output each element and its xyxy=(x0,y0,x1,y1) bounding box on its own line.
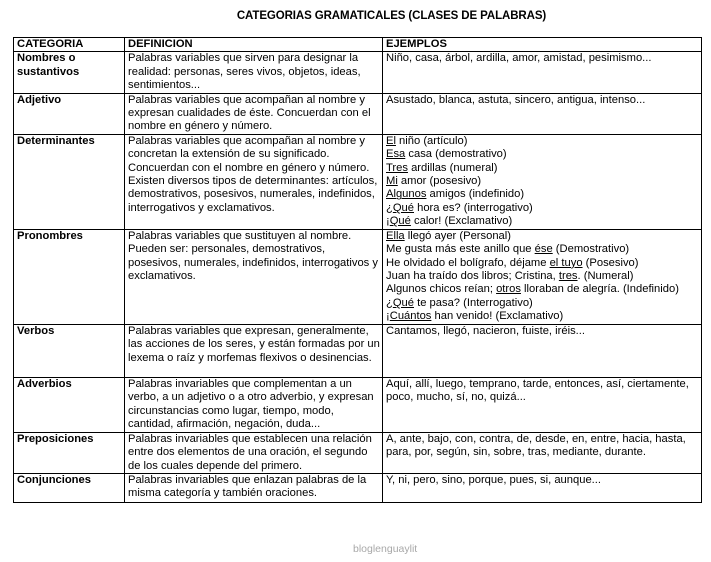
example-line xyxy=(386,433,686,458)
examples-cell xyxy=(383,377,702,432)
example-prefix: ¡ xyxy=(386,215,390,228)
example-highlight: Ella xyxy=(386,229,405,242)
category-cell: Pronombres xyxy=(14,229,125,324)
example-prefix: Algunos chicos reían; xyxy=(386,283,497,296)
example-suffix: te pasa? (Interrogativo) xyxy=(414,296,533,309)
example-prefix: Me gusta más este anillo que xyxy=(386,243,535,256)
definition-extra-text: Existen diversos tipos de determinantes: artículos, demostrativos, posesivos, numerales, indefinidos, interrogativos y exclamativos. xyxy=(128,175,378,214)
table-row xyxy=(14,377,702,432)
example-highlight: el tuyo xyxy=(549,256,583,269)
example-prefix: ¡ xyxy=(386,310,390,323)
category-cell: Conjunciones xyxy=(14,474,125,503)
table-row xyxy=(14,229,702,324)
category-cell: Preposiciones xyxy=(14,432,125,473)
table-row xyxy=(14,93,702,134)
example-suffix: Niño, casa, árbol, ardilla, amor, amistad, pesimismo... xyxy=(386,52,652,65)
watermark: bloglenguaylit xyxy=(353,543,418,555)
category-cell: Adverbios xyxy=(14,377,125,432)
example-highlight: Algunos xyxy=(386,188,427,201)
table-body xyxy=(14,52,702,503)
examples-cell xyxy=(383,93,702,134)
example-suffix: Aquí, allí, luego, temprano, tarde, entonces, así, ciertamente, poco, mucho, sí, no, quizá... xyxy=(386,377,689,404)
table-row xyxy=(14,474,702,503)
example-line xyxy=(386,243,699,256)
example-line xyxy=(386,325,585,337)
example-suffix: (Posesivo) xyxy=(582,256,639,269)
examples-cell xyxy=(383,432,702,473)
example-suffix: calor! (Exclamativo) xyxy=(410,215,513,228)
example-suffix: amigos (indefinido) xyxy=(426,188,525,201)
example-highlight: tres xyxy=(558,270,578,283)
category-cell: Determinantes xyxy=(14,134,125,229)
header-ejemplos: EJEMPLOS xyxy=(383,38,702,52)
definition-cell xyxy=(125,432,383,473)
table-row xyxy=(14,432,702,473)
example-highlight: Mi xyxy=(386,175,398,188)
example-line xyxy=(386,175,699,188)
example-suffix: han venido! (Exclamativo) xyxy=(431,310,564,323)
table-row xyxy=(14,324,702,377)
example-highlight: Qué xyxy=(392,201,414,214)
definition-cell xyxy=(125,377,383,432)
example-highlight: Esa xyxy=(386,148,406,161)
example-suffix: Y, ni, pero, sino, porque, pues, si, aunque... xyxy=(386,474,601,487)
example-highlight: Qué xyxy=(389,215,411,228)
example-line xyxy=(386,283,699,296)
example-suffix: A, ante, bajo, con, contra, de, desde, en, entre, hacia, hasta, para, por, según, sin, sobre, tras, mediante, durante. xyxy=(386,432,686,459)
examples-cell xyxy=(383,474,702,503)
header-categoria: CATEGORIA xyxy=(14,38,125,52)
definition-cell xyxy=(125,324,383,377)
example-highlight: Qué xyxy=(392,296,414,309)
example-prefix: He olvidado el bolígrafo, déjame xyxy=(386,256,550,269)
grammar-categories-table xyxy=(13,37,702,503)
example-line xyxy=(386,202,699,215)
definition-cell xyxy=(125,93,383,134)
example-highlight: Cuántos xyxy=(389,310,432,323)
definition-cell xyxy=(125,229,383,324)
example-line xyxy=(386,188,699,201)
example-line xyxy=(386,474,601,486)
example-line xyxy=(386,215,699,228)
category-cell: Verbos xyxy=(14,324,125,377)
example-line xyxy=(386,148,699,161)
example-line xyxy=(386,310,699,323)
header-definicion: DEFINICION xyxy=(125,38,383,52)
examples-cell xyxy=(383,324,702,377)
example-line xyxy=(386,135,699,148)
table-header-row xyxy=(14,38,702,52)
example-prefix: Juan ha traído dos libros; Cristina, xyxy=(386,270,559,283)
definition-cell xyxy=(125,134,383,229)
example-line xyxy=(386,94,645,106)
example-suffix: llegó ayer (Personal) xyxy=(404,229,511,242)
example-suffix: hora es? (interrogativo) xyxy=(414,201,533,214)
definition-text: Palabras variables que acompañan al nombre y concretan la extensión de su significado. Concuerdan con el nombre en género y número. xyxy=(128,134,370,174)
example-line xyxy=(386,230,699,243)
example-line xyxy=(386,297,699,310)
definition-text: Palabras variables que sustituyen al nombre. Pueden ser: personales, demostrativos, posesivos, numerales, indefinidos, interrogativos y exclamativos. xyxy=(128,229,378,283)
definition-text: Palabras variables que sirven para designar la realidad: personas, seres vivos, objetos, ideas, sentimientos... xyxy=(128,52,361,92)
example-suffix: amor (posesivo) xyxy=(397,175,482,188)
example-line xyxy=(386,52,652,64)
example-highlight: El xyxy=(386,134,396,147)
definition-cell xyxy=(125,52,383,93)
example-suffix: casa (demostrativo) xyxy=(405,148,507,161)
category-cell: Nombres o sustantivos xyxy=(14,52,125,93)
example-suffix: Cantamos, llegó, nacieron, fuiste, iréis... xyxy=(386,324,585,337)
example-highlight: ése xyxy=(534,243,553,256)
category-cell: Adjetivo xyxy=(14,93,125,134)
example-line xyxy=(386,378,689,403)
example-suffix: Asustado, blanca, astuta, sincero, antigua, intenso... xyxy=(386,93,646,106)
definition-text: Palabras invariables que complementan a un verbo, a un adjetivo o a otro adverbio, y expresan circunstancias como lugar, tiempo, modo, cantidad, afirmación, negación, duda... xyxy=(128,377,374,431)
example-suffix: (Demostrativo) xyxy=(552,243,630,256)
example-highlight: otros xyxy=(496,283,521,296)
examples-cell xyxy=(383,229,702,324)
example-line xyxy=(386,162,699,175)
example-line xyxy=(386,270,699,283)
example-suffix: ardillas (numeral) xyxy=(407,161,498,174)
examples-cell xyxy=(383,52,702,93)
page-title: CATEGORIAS GRAMATICALES (CLASES DE PALABRAS) xyxy=(236,10,547,22)
table-row xyxy=(14,134,702,229)
definition-text: Palabras invariables que establecen una relación entre dos elementos de una oración, el segundo de los cuales depende del primero. xyxy=(128,432,372,472)
example-suffix: niño (artículo) xyxy=(395,134,468,147)
table-row xyxy=(14,52,702,93)
example-line xyxy=(386,257,699,270)
example-prefix: ¿ xyxy=(386,201,393,214)
example-suffix: lloraban de alegría. (Indefinido) xyxy=(520,283,679,296)
example-prefix: ¿ xyxy=(386,296,393,309)
definition-text: Palabras variables que acompañan al nombre y expresan cualidades de éste. Concuerdan con el nombre en género y número. xyxy=(128,93,371,133)
example-highlight: Tres xyxy=(386,161,408,174)
definition-cell xyxy=(125,474,383,503)
definition-text: Palabras invariables que enlazan palabras de la misma categoría y también oraciones. xyxy=(128,474,367,500)
examples-cell xyxy=(383,134,702,229)
example-suffix: . (Numeral) xyxy=(577,270,634,283)
definition-text: Palabras variables que expresan, generalmente, las acciones de los seres, y están formadas por un lexema o raíz y morfemas flexivos o desinencias. xyxy=(128,324,380,364)
